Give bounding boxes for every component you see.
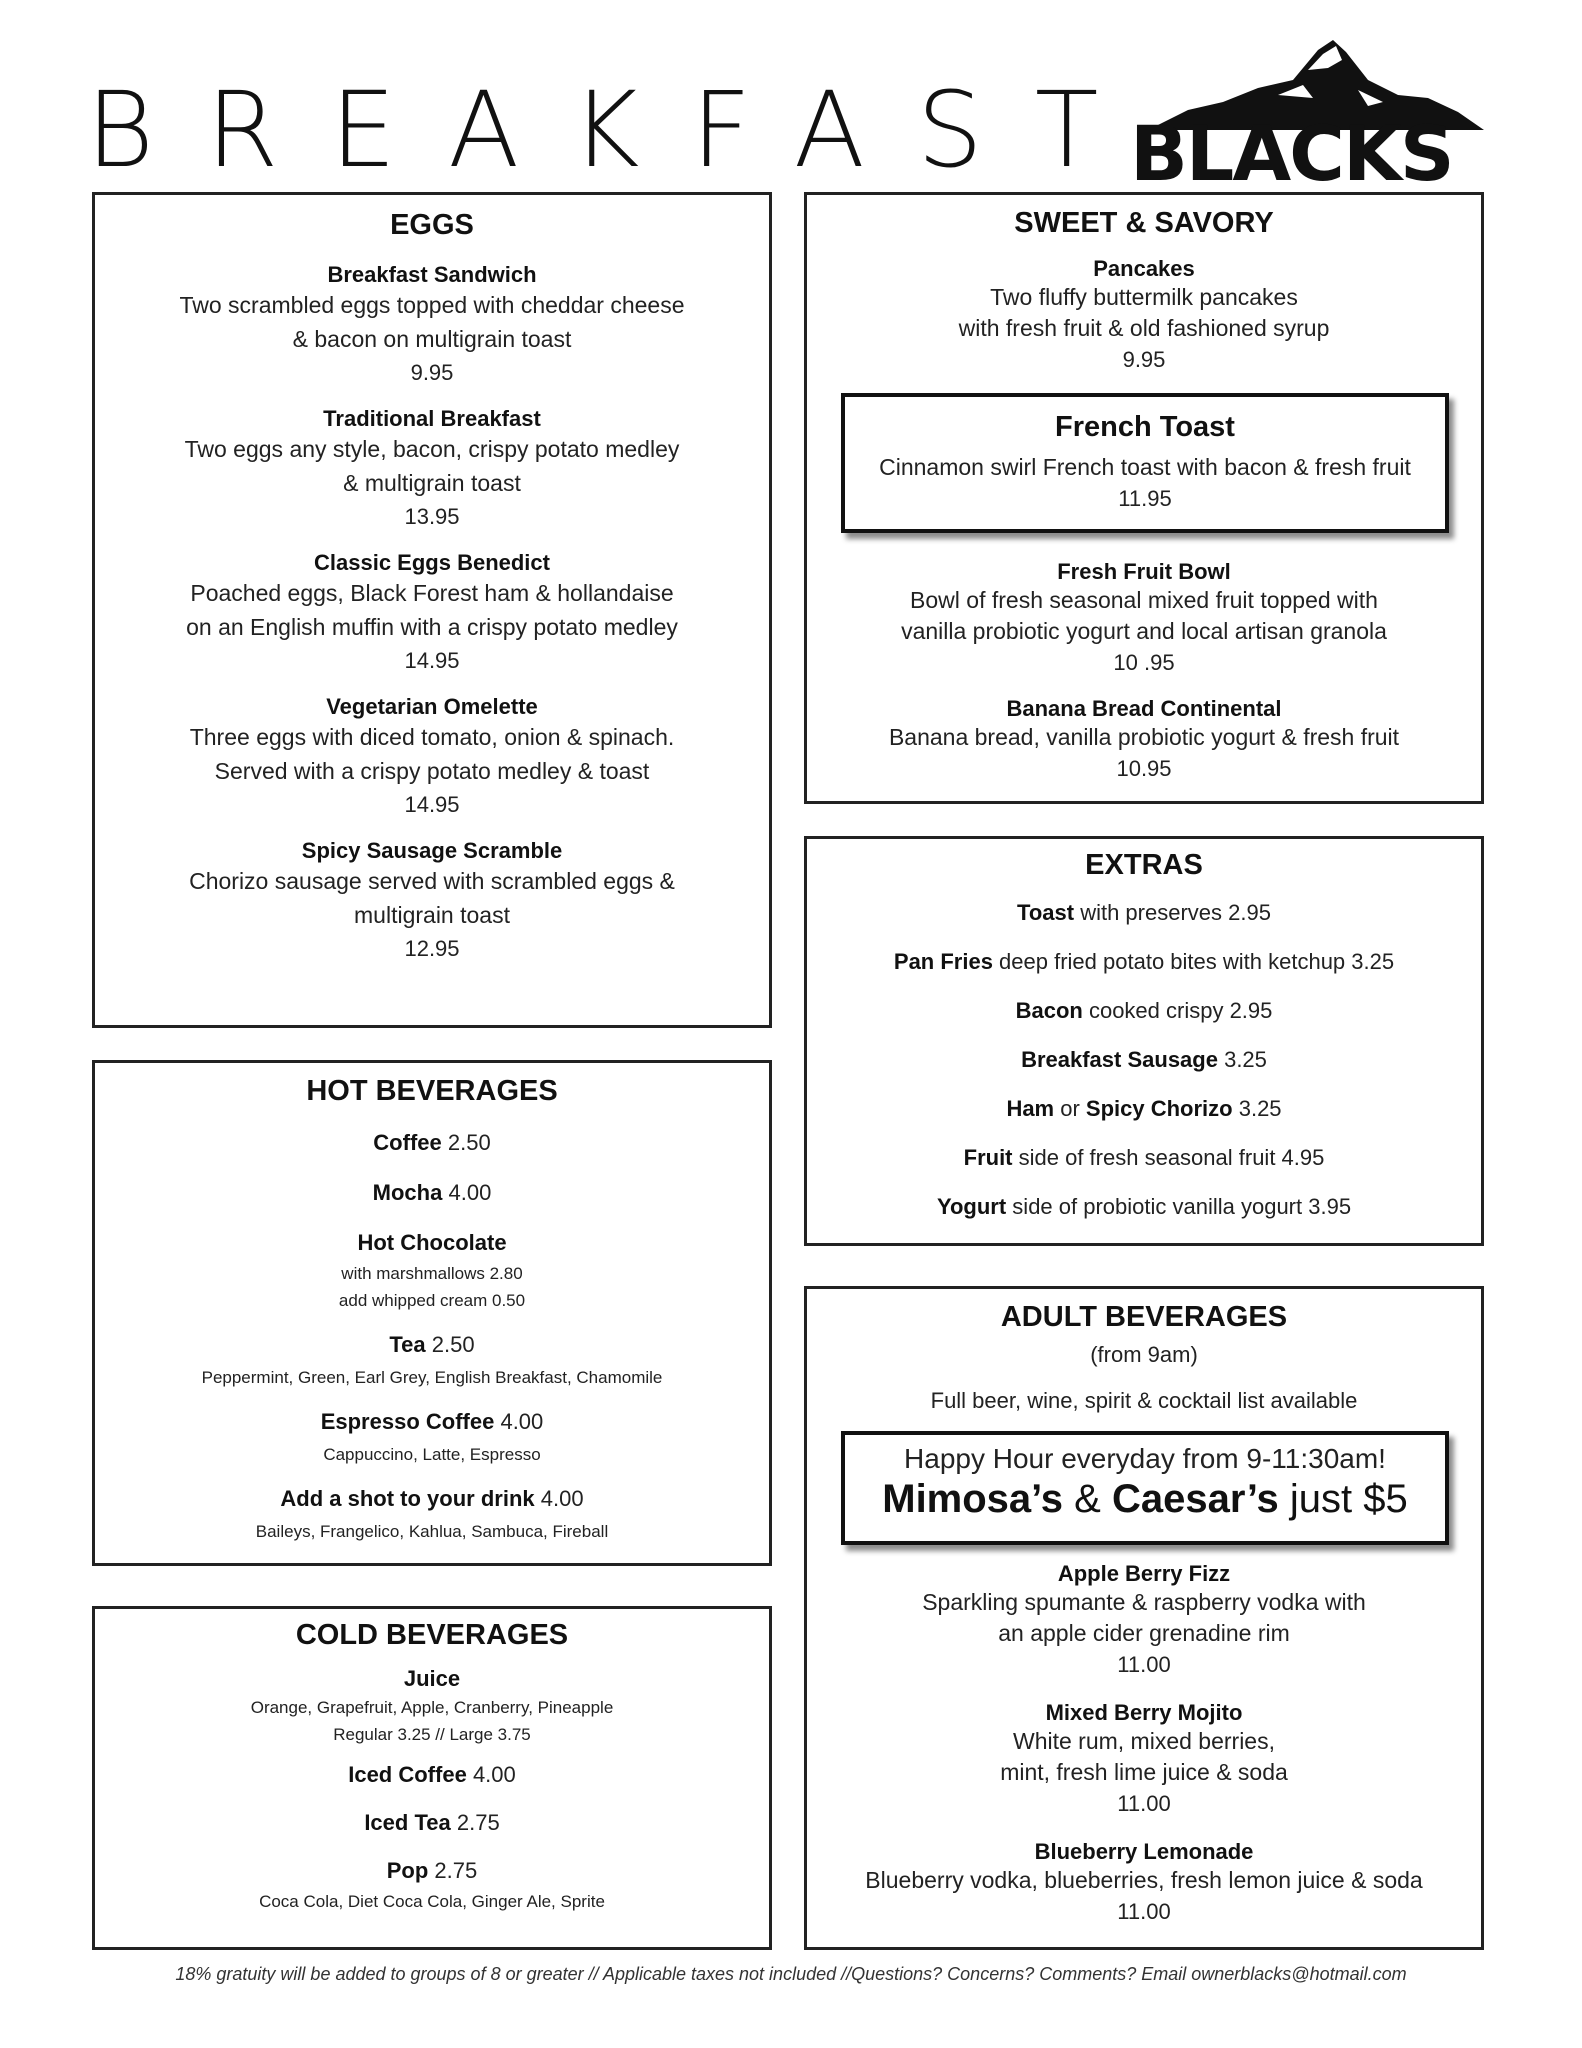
item-name: Mocha — [372, 1180, 443, 1205]
page-title: BREAKFAST — [86, 69, 1151, 191]
item-desc: Peppermint, Green, Earl Grey, English Breakfast, Chamomile — [201, 1368, 663, 1387]
offer-price: just $5 — [1278, 1477, 1408, 1521]
item-name: Fruit — [963, 1145, 1013, 1170]
item-name: Espresso Coffee — [320, 1409, 495, 1434]
item-name: Vegetarian Omelette — [326, 694, 538, 719]
item-name: Spicy Sausage Scramble — [301, 838, 563, 863]
item-name: Fresh Fruit Bowl — [1057, 559, 1231, 584]
menu-item — [95, 1332, 769, 1358]
menu-item — [95, 1230, 769, 1256]
item-price: 11.00 — [1117, 1791, 1171, 1816]
item-desc: with fresh fruit & old fashioned syrup — [958, 315, 1330, 341]
item-name: Coffee — [373, 1130, 442, 1155]
menu-item — [807, 256, 1481, 375]
item-price: 2.50 — [431, 1332, 475, 1357]
item-desc: Orange, Grapefruit, Apple, Cranberry, Pineapple — [250, 1698, 614, 1717]
item-name: Hot Chocolate — [357, 1230, 507, 1255]
item-desc: an apple cider grenadine rim — [998, 1620, 1290, 1646]
item-price: 11.00 — [1117, 1652, 1171, 1677]
menu-item — [807, 1839, 1481, 1927]
item-desc: cooked crispy 2.95 — [1082, 998, 1273, 1023]
item-desc: multigrain toast — [354, 902, 510, 928]
menu-item — [807, 1145, 1481, 1171]
item-desc: Two fluffy buttermilk pancakes — [990, 284, 1298, 310]
item-desc: Regular 3.25 // Large 3.75 — [333, 1725, 531, 1744]
item-name: Pancakes — [1093, 256, 1195, 281]
menu-item — [95, 1130, 769, 1156]
footer-note: 18% gratuity will be added to groups of 8 or greater // Applicable taxes not included //Questions? Concerns? Comments? Email ownerblacks@hotmail.com — [175, 1964, 1407, 1984]
item-desc: vanilla probiotic yogurt and local artisan granola — [901, 618, 1387, 644]
hot-beverages-section — [92, 1060, 772, 1566]
item-desc: & bacon on multigrain toast — [292, 326, 572, 352]
menu-item — [95, 1666, 769, 1692]
item-price: 4.00 — [472, 1762, 516, 1787]
item-name: Add a shot to your drink — [280, 1486, 535, 1511]
caesar-label: Caesar’s — [1111, 1477, 1279, 1521]
menu-item — [95, 1762, 769, 1788]
item-desc: Blueberry vodka, blueberries, fresh lemon juice & soda — [865, 1867, 1423, 1893]
item-desc: 3.25 — [1232, 1096, 1282, 1121]
menu-item — [95, 262, 769, 390]
item-desc: deep fried potato bites with ketchup 3.25 — [992, 949, 1395, 974]
menu-item — [95, 1858, 769, 1884]
menu-item — [807, 998, 1481, 1024]
item-name: Tea — [389, 1332, 426, 1357]
item-name: Apple Berry Fizz — [1057, 1561, 1231, 1586]
menu-item — [95, 550, 769, 678]
menu-item — [807, 1194, 1481, 1220]
item-name: Iced Tea — [364, 1810, 451, 1835]
extras-section — [804, 836, 1484, 1246]
menu-item — [95, 1180, 769, 1206]
item-name: Yogurt — [936, 1194, 1007, 1219]
item-desc: Chorizo sausage served with scrambled eggs & — [189, 868, 675, 894]
menu-item — [807, 559, 1481, 678]
eggs-heading: EGGS — [390, 209, 474, 241]
item-name: Traditional Breakfast — [323, 406, 541, 431]
menu-item — [95, 406, 769, 534]
item-price: 13.95 — [404, 504, 460, 529]
menu-item — [807, 696, 1481, 784]
item-desc: Two scrambled eggs topped with cheddar cheese — [179, 292, 685, 318]
happy-hour-highlight — [841, 1431, 1449, 1545]
item-price: 2.50 — [447, 1130, 491, 1155]
item-desc: mint, fresh lime juice & soda — [1000, 1759, 1288, 1785]
item-price: 4.00 — [448, 1180, 492, 1205]
item-name: Mixed Berry Mojito — [1045, 1700, 1243, 1725]
item-price: 4.00 — [500, 1409, 544, 1434]
item-price: 14.95 — [404, 648, 460, 673]
item-price: 2.75 — [434, 1858, 478, 1883]
item-name: Breakfast Sandwich — [327, 262, 537, 287]
item-name: Banana Bread Continental — [1006, 696, 1282, 721]
item-desc: side of fresh seasonal fruit 4.95 — [1012, 1145, 1325, 1170]
beverage-note: Full beer, wine, spirit & cocktail list available — [930, 1388, 1358, 1413]
item-price: 14.95 — [404, 792, 460, 817]
item-name: French Toast — [1055, 411, 1235, 443]
item-price: 4.00 — [540, 1486, 584, 1511]
item-price: 11.00 — [1117, 1899, 1171, 1924]
item-name: Spicy Chorizo — [1085, 1096, 1233, 1121]
sweet-savory-section — [804, 192, 1484, 804]
extras-heading: EXTRAS — [1085, 849, 1203, 881]
item-desc: & multigrain toast — [343, 470, 521, 496]
item-desc: Banana bread, vanilla probiotic yogurt & fresh fruit — [888, 724, 1400, 750]
item-desc: Bowl of fresh seasonal mixed fruit topped with — [910, 587, 1378, 613]
item-name: Bacon — [1015, 998, 1083, 1023]
item-desc: Poached eggs, Black Forest ham & hollandaise — [190, 580, 674, 606]
item-desc: add whipped cream 0.50 — [338, 1291, 526, 1310]
item-desc: Sparkling spumante & raspberry vodka with — [922, 1589, 1366, 1615]
blacks-logo — [1128, 40, 1484, 190]
item-desc: Coca Cola, Diet Coca Cola, Ginger Ale, Sprite — [259, 1892, 605, 1911]
cold-beverages-heading: COLD BEVERAGES — [295, 1619, 569, 1651]
item-name: Iced Coffee — [348, 1762, 467, 1787]
amp-label: & — [1063, 1477, 1112, 1521]
happy-hour-offer — [845, 1477, 1445, 1522]
item-name: Classic Eggs Benedict — [314, 550, 550, 575]
item-price: 9.95 — [410, 360, 454, 385]
sweet-savory-heading: SWEET & SAVORY — [1014, 207, 1274, 239]
cold-beverages-section — [92, 1606, 772, 1950]
menu-item — [95, 1810, 769, 1836]
adult-beverages-section — [804, 1286, 1484, 1950]
item-name: Breakfast Sausage — [1021, 1047, 1218, 1072]
item-price: 11.95 — [1118, 486, 1172, 511]
item-price: 10 .95 — [1113, 650, 1175, 675]
item-name: Pan Fries — [893, 949, 993, 974]
menu-item — [807, 1561, 1481, 1680]
item-desc: Cappuccino, Latte, Espresso — [323, 1445, 541, 1464]
item-name: Toast — [1017, 900, 1075, 925]
mountain-logo-icon — [1128, 40, 1484, 190]
item-desc: Baileys, Frangelico, Kahlua, Sambuca, Fireball — [255, 1522, 609, 1541]
item-desc: with preserves 2.95 — [1074, 900, 1271, 925]
menu-item — [807, 949, 1481, 975]
item-name: Juice — [403, 1666, 461, 1691]
item-desc: Served with a crispy potato medley & toast — [214, 758, 650, 784]
item-name: Ham — [1006, 1096, 1055, 1121]
item-price: 10.95 — [1116, 756, 1172, 781]
mimosa-label: Mimosa’s — [882, 1477, 1064, 1521]
item-desc: Two eggs any style, bacon, crispy potato medley — [184, 436, 680, 462]
service-time: (from 9am) — [1090, 1342, 1198, 1367]
item-price: 12.95 — [404, 936, 460, 961]
item-name: Pop — [386, 1858, 429, 1883]
item-desc: with marshmallows 2.80 — [341, 1264, 523, 1283]
menu-item — [807, 1096, 1481, 1122]
menu-item — [95, 1409, 769, 1435]
menu-item — [807, 900, 1481, 926]
item-desc: side of probiotic vanilla yogurt 3.95 — [1006, 1194, 1352, 1219]
item-price: 2.75 — [456, 1810, 500, 1835]
svg-text:BLACKS: BLACKS — [1130, 109, 1453, 190]
menu-item — [807, 1700, 1481, 1819]
happy-hour-text: Happy Hour everyday from 9-11:30am! — [904, 1443, 1386, 1474]
eggs-section — [92, 192, 772, 1028]
item-desc: White rum, mixed berries, — [1012, 1728, 1275, 1754]
item-desc: 3.25 — [1217, 1047, 1267, 1072]
menu-item — [807, 1047, 1481, 1073]
menu-item — [95, 1486, 769, 1512]
item-desc: Three eggs with diced tomato, onion & spinach. — [189, 724, 675, 750]
item-name: Blueberry Lemonade — [1034, 1839, 1254, 1864]
item-desc: Cinnamon swirl French toast with bacon & fresh fruit — [879, 454, 1411, 480]
item-price: 9.95 — [1122, 347, 1166, 372]
menu-item — [95, 694, 769, 822]
hot-beverages-heading: HOT BEVERAGES — [306, 1075, 558, 1107]
item-desc: on an English muffin with a crispy potato medley — [186, 614, 678, 640]
french-toast-highlight — [841, 393, 1449, 533]
adult-beverages-heading: ADULT BEVERAGES — [1000, 1301, 1288, 1333]
item-desc: or — [1054, 1096, 1086, 1121]
menu-item — [95, 838, 769, 966]
